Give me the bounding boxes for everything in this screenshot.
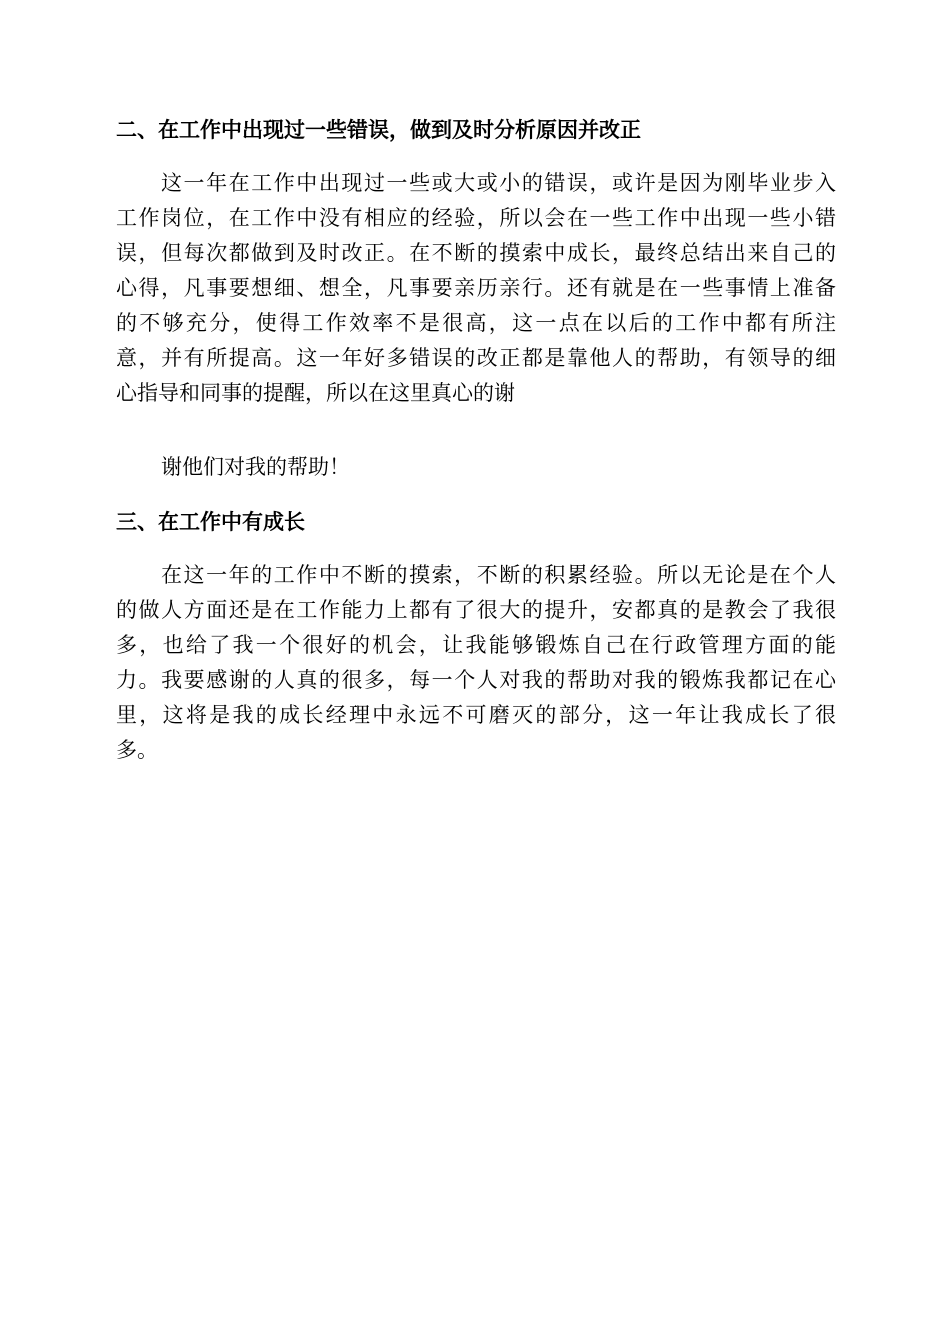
- paragraph-line: 里，这将是我的成长经理中永远不可磨灭的部分，这一年让我成长了很: [116, 703, 836, 727]
- paragraph-line: 心得，凡事要想细、想全，凡事要亲历亲行。还有就是在一些事情上准备: [116, 276, 836, 300]
- paragraph-line: 多。: [116, 738, 158, 762]
- section-heading-2: 二、在工作中出现过一些错误，做到及时分析原因并改正: [116, 118, 641, 142]
- paragraph-line: 在这一年的工作中不断的摸索，不断的积累经验。所以无论是在个人: [161, 563, 836, 587]
- paragraph-line: 意，并有所提高。这一年好多错误的改正都是靠他人的帮助，有领导的细: [116, 346, 836, 370]
- section-3-paragraph: [116, 558, 836, 768]
- paragraph-line: 心指导和同事的提醒，所以在这里真心的谢: [116, 381, 515, 405]
- paragraph-line: 工作岗位，在工作中没有相应的经验，所以会在一些工作中出现一些小错: [116, 206, 836, 230]
- paragraph-line: 的不够充分，使得工作效率不是很高，这一点在以后的工作中都有所注: [116, 311, 836, 335]
- paragraph-line: 多，也给了我一个很好的机会，让我能够锻炼自己在行政管理方面的能: [116, 633, 836, 657]
- section-2-paragraph: [116, 166, 836, 411]
- paragraph-line: 的做人方面还是在工作能力上都有了很大的提升，安都真的是教会了我很: [116, 598, 836, 622]
- section-heading-3: 三、在工作中有成长: [116, 510, 305, 534]
- paragraph-line: 力。我要感谢的人真的很多，每一个人对我的帮助对我的锻炼我都记在心: [116, 668, 836, 692]
- section-2-closing: 谢他们对我的帮助！: [161, 455, 350, 479]
- paragraph-line: 这一年在工作中出现过一些或大或小的错误，或许是因为刚毕业步入: [161, 171, 836, 195]
- paragraph-line: 误，但每次都做到及时改正。在不断的摸索中成长，最终总结出来自己的: [116, 241, 836, 265]
